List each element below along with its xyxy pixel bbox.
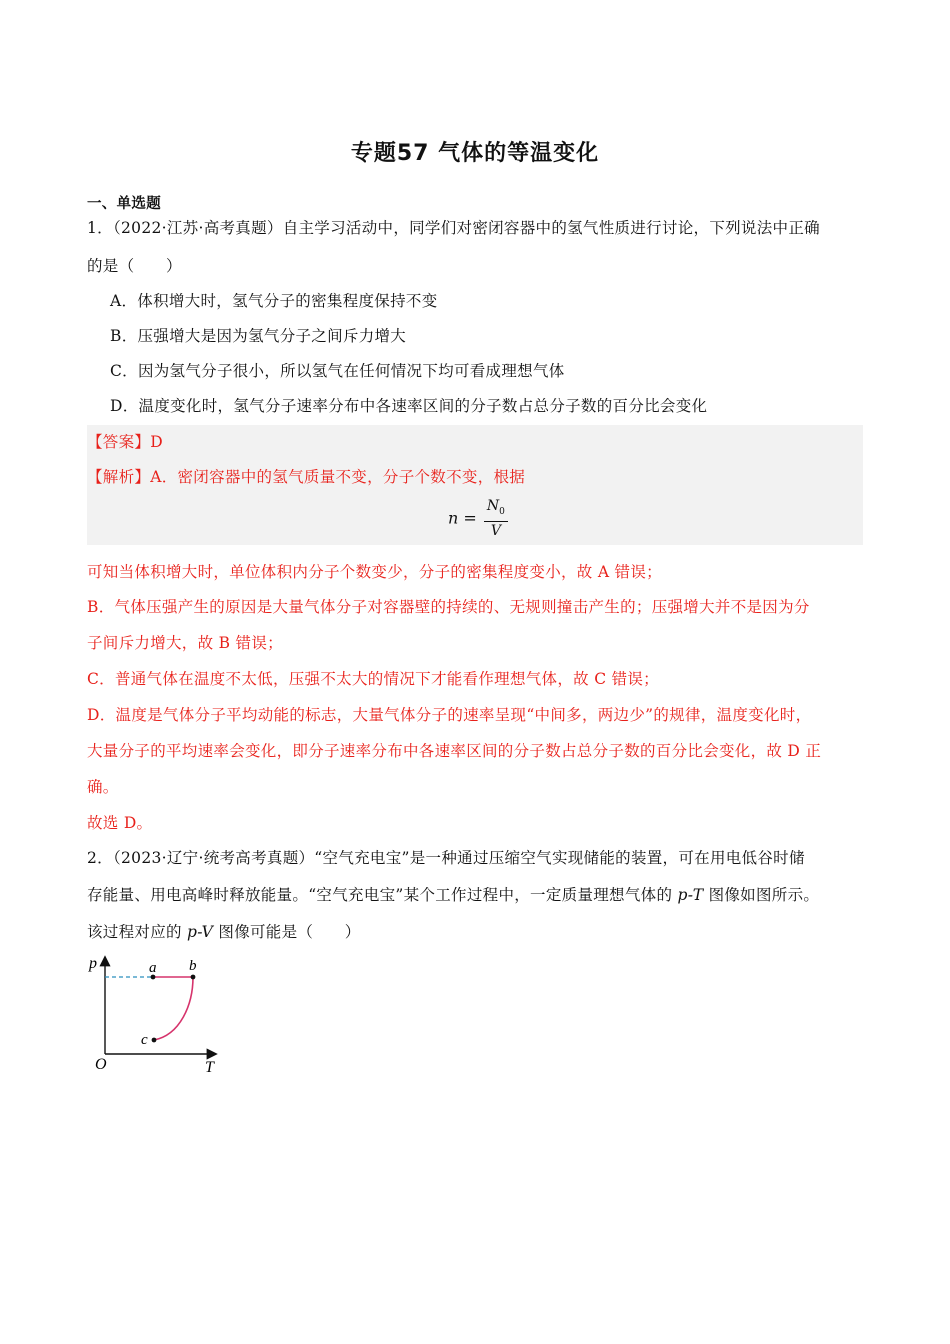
q1-explanation-4: C．普通气体在温度不太低，压强不太大的情况下才能看作理想气体，故 C 错误； xyxy=(87,670,659,688)
answer-tag: 【答案】 xyxy=(87,433,151,451)
label-a: a xyxy=(149,960,157,976)
q2-pv-label: p-V xyxy=(187,923,214,941)
q2-stem-line2-pre: 存能量、用电高峰时释放能量。“空气充电宝”某个工作过程中，一定质量理想气体的 xyxy=(87,886,678,904)
formula-equals: = xyxy=(463,508,477,528)
q1-answer-line xyxy=(87,430,163,452)
x-axis-label: T xyxy=(205,1059,214,1075)
q1-explanation-6: 大量分子的平均速率会变化，即分子速率分布中各速率区间的分子数占总分子数的百分比会变化，故 D 正 xyxy=(87,742,822,760)
q2-stem-line3-post: 图像可能是（ ） xyxy=(213,923,361,941)
q1-explanation-3: 子间斥力增大，故 B 错误； xyxy=(87,634,283,652)
q1-explanation-7: 确。 xyxy=(87,778,119,796)
q2-stem-line2 xyxy=(87,883,819,905)
formula-numerator: N xyxy=(486,498,500,514)
q2-stem-line3 xyxy=(87,920,361,942)
y-axis-label: p xyxy=(89,955,97,972)
point-c xyxy=(152,1038,157,1043)
analysis-first: A．密闭容器中的氢气质量不变，分子个数不变，根据 xyxy=(150,468,526,486)
point-b xyxy=(191,975,196,980)
q1-explanation-1: 可知当体积增大时，单位体积内分子个数变少，分子的密集程度变小，故 A 错误； xyxy=(87,563,662,581)
q2-stem-line2-post: 图像如图所示。 xyxy=(703,886,820,904)
curve-bc xyxy=(154,977,193,1040)
q1-analysis-line xyxy=(87,465,525,487)
q1-option-c: C．因为氢气分子很小，所以氢气在任何情况下均可看成理想气体 xyxy=(110,362,565,380)
q1-option-a: A．体积增大时，氢气分子的密集程度保持不变 xyxy=(110,292,438,310)
q1-explanation-5: D．温度是气体分子平均动能的标志，大量气体分子的速率呈现“中间多，两边少”的规律，温度变化时， xyxy=(87,706,812,724)
analysis-tag: 【解析】 xyxy=(87,468,151,486)
formula-numerator-sub: 0 xyxy=(499,506,505,517)
q1-stem-line1: 1．（2022·江苏·高考真题）自主学习活动中，同学们对密闭容器中的氢气性质进行讨论，下列说法中正确 xyxy=(87,219,820,237)
q1-explanation-2: B．气体压强产生的原因是大量气体分子对容器壁的持续的、无规则撞击产生的；压强增大并不是因为分 xyxy=(87,598,810,616)
q1-option-b: B．压强增大是因为氢气分子之间斥力增大 xyxy=(110,327,407,345)
q2-pt-label: p-T xyxy=(677,886,704,904)
q1-stem-line2: 的是（ ） xyxy=(87,257,182,275)
page-title: 专题57 气体的等温变化 xyxy=(350,141,600,166)
origin-label: O xyxy=(95,1056,107,1073)
q2-stem-line3-pre: 该过程对应的 xyxy=(87,923,188,941)
formula-n-equals xyxy=(448,498,508,540)
q1-option-d: D．温度变化时，氢气分子速率分布中各速率区间的分子数占总分子数的百分比会变化 xyxy=(110,397,708,415)
label-c: c xyxy=(141,1032,148,1048)
q1-explanation-8: 故选 D。 xyxy=(87,814,153,832)
pt-graph xyxy=(85,950,235,1075)
q2-stem-line1: 2．（2023·辽宁·统考高考真题）“空气充电宝”是一种通过压缩空气实现储能的装置，可在用电低谷时储 xyxy=(87,849,805,867)
label-b: b xyxy=(189,958,197,974)
answer-value: D xyxy=(150,433,163,451)
formula-denominator: V xyxy=(490,522,501,539)
formula-lhs: n xyxy=(448,508,459,528)
formula-fraction xyxy=(484,498,508,540)
section-heading: 一、单选题 xyxy=(87,196,161,212)
